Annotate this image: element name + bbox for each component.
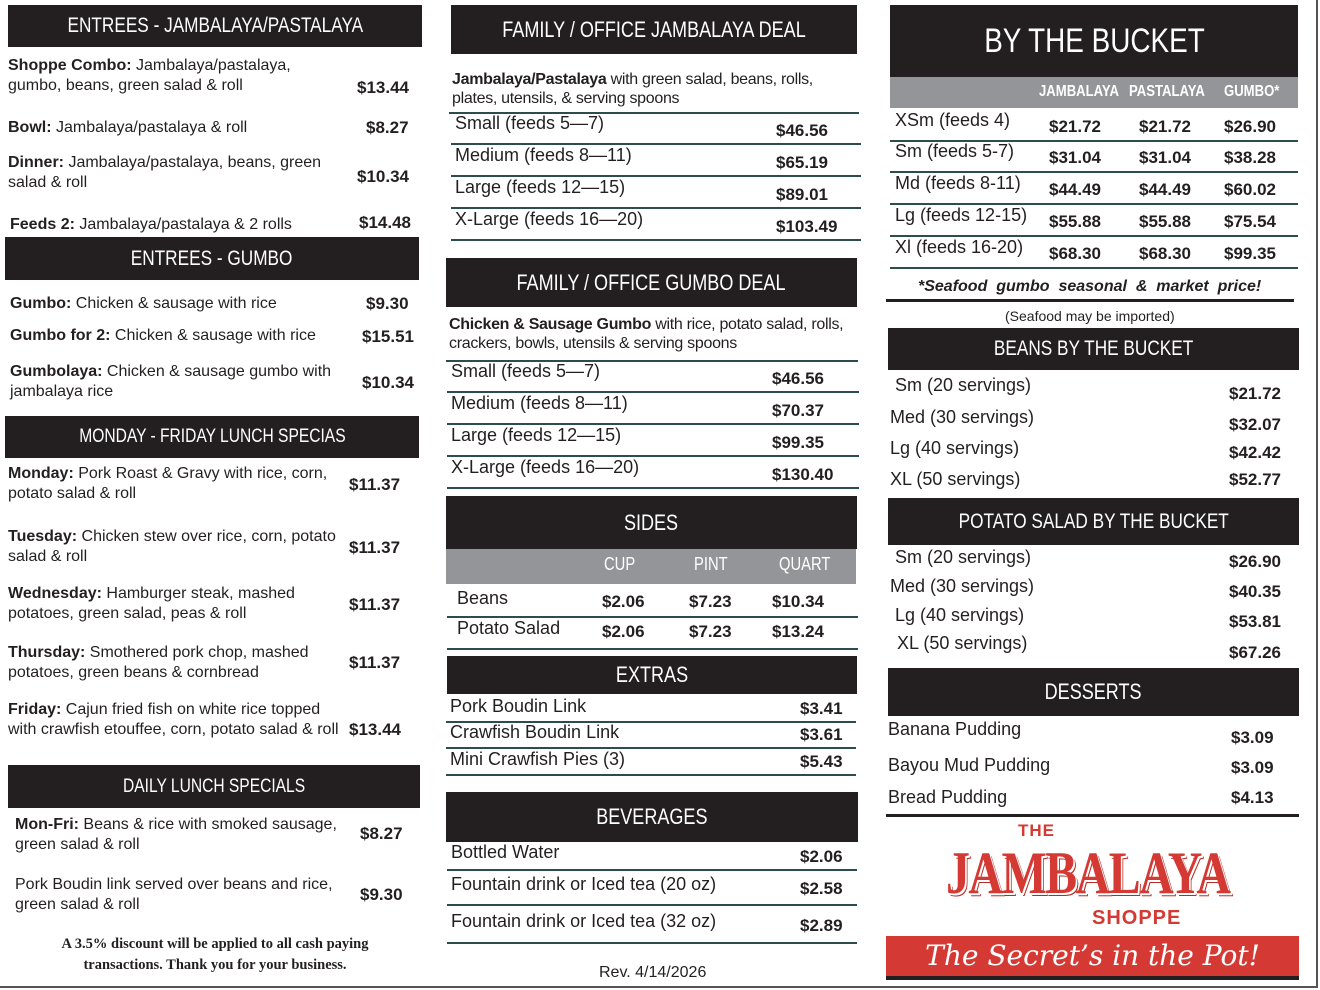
item-price: $14.48 [359, 213, 411, 232]
bucket-price: $44.49 [1049, 180, 1101, 199]
tagline: The Secret’s in the Pot! [925, 939, 1260, 972]
row-price: $89.01 [776, 185, 828, 204]
bucket-size: Sm (feeds 5-7) [895, 141, 1015, 161]
item-price: $11.37 [349, 538, 401, 557]
item-price: $11.37 [349, 653, 401, 672]
item-name: Dinner: [8, 154, 64, 171]
column-header: CUP [604, 554, 636, 574]
item-name: Tuesday: [8, 528, 78, 545]
row-label: XL (50 servings) [897, 633, 1028, 653]
item-price: $8.27 [366, 118, 409, 137]
item-description: Jambalaya/pastalaya & roll [51, 119, 248, 136]
bucket-price: $31.04 [1049, 148, 1101, 167]
menu-item [10, 326, 355, 346]
bucket-price: $21.72 [1049, 117, 1101, 136]
row-price: $70.37 [772, 401, 824, 420]
row-price: $99.35 [772, 433, 824, 452]
side-label: Beans [457, 588, 509, 608]
row-price: $40.35 [1229, 582, 1281, 601]
row-label: Fountain drink or Iced tea (20 oz) [451, 874, 717, 894]
item-description: Pork Roast & Gravy with rice, corn, potato salad & roll [8, 465, 328, 502]
item-name: Feeds 2: [10, 216, 75, 233]
row-price: $5.43 [800, 752, 843, 771]
item-description: Chicken & sausage with rice [71, 295, 277, 312]
bucket-price: $68.30 [1139, 244, 1191, 263]
item-price: $11.37 [349, 475, 401, 494]
bucket-size: Md (feeds 8-11) [895, 173, 1021, 193]
side-price: $2.06 [602, 622, 645, 641]
row-price: $53.81 [1229, 612, 1281, 631]
row-label: Crawfish Boudin Link [450, 722, 620, 742]
row-price: $2.06 [800, 847, 843, 866]
row-label: Small (feeds 5—7) [451, 361, 601, 381]
row-divider [451, 239, 861, 241]
section-title: FAMILY / OFFICE JAMBALAYA DEAL [502, 16, 806, 42]
row-divider [447, 869, 857, 871]
header-daily-lunch [8, 765, 420, 808]
header-potato-salad-bucket [888, 498, 1299, 545]
item-name: Friday: [8, 701, 62, 718]
header-gumbo-deal [446, 258, 857, 307]
side-price: $7.23 [689, 592, 732, 611]
revision-date: Rev. 4/14/2026 [599, 964, 707, 981]
item-description: Pork Boudin link served over beans and rice, green salad & roll [15, 876, 333, 913]
row-divider [447, 904, 857, 906]
row-label: Sm (20 servings) [895, 547, 1032, 567]
row-price: $3.61 [800, 725, 843, 744]
item-description: Beans & rice with smoked sausage, green salad & roll [15, 816, 337, 853]
menu-item [8, 56, 343, 96]
side-price: $13.24 [772, 622, 824, 641]
row-label: Lg (40 servings) [890, 438, 1020, 458]
row-price: $3.41 [800, 699, 843, 718]
menu-item [10, 215, 345, 235]
bucket-price: $60.02 [1224, 180, 1276, 199]
row-price: $130.40 [772, 465, 834, 484]
item-description: Chicken stew over rice, corn, potato salad & roll [8, 528, 336, 565]
bucket-price: $55.88 [1049, 212, 1101, 231]
header-beverages [446, 792, 858, 842]
section-title: ENTREES - GUMBO [131, 246, 293, 270]
header-extras [447, 656, 857, 694]
menu-item [10, 294, 350, 314]
item-price: $9.30 [360, 885, 403, 904]
side-price: $2.06 [602, 592, 645, 611]
divider [886, 814, 1299, 817]
cash-discount-note: A 3.5% discount will be applied to all cash paying transactions. Thank you for your business. [61, 936, 369, 973]
row-price: $42.42 [1229, 443, 1281, 462]
section-title: EXTRAS [615, 662, 689, 687]
item-description: Chicken & sausage with rice [110, 327, 316, 344]
section-title: FAMILY / OFFICE GUMBO DEAL [517, 269, 786, 295]
row-label: Bottled Water [451, 842, 560, 862]
bucket-price: $75.54 [1224, 212, 1276, 231]
bucket-price: $44.49 [1139, 180, 1191, 199]
row-price: $26.90 [1229, 552, 1281, 571]
seafood-note: *Seafood gumbo seasonal & market price! [918, 278, 1262, 295]
item-price: $9.30 [366, 294, 409, 313]
menu-item [8, 527, 344, 567]
item-description: Jambalaya/pastalaya, gumbo, beans, green salad & roll [8, 57, 291, 94]
row-label: Bread Pudding [888, 787, 1008, 807]
section-title: ENTREES - JAMBALAYA/PASTALAYA [67, 14, 363, 37]
row-label: Small (feeds 5—7) [455, 113, 605, 133]
row-price: $3.09 [1231, 728, 1274, 747]
header-lunch-specials [5, 416, 419, 458]
deal-includes: with rice, potato salad, rolls, crackers, bowls, utensils & serving spoons [449, 316, 844, 352]
row-price: $46.56 [776, 121, 828, 140]
row-label: Mini Crawfish Pies (3) [450, 749, 626, 769]
bucket-size: Xl (feeds 16-20) [895, 237, 1024, 257]
item-name: Wednesday: [8, 585, 102, 602]
column-header: QUART [779, 554, 831, 574]
item-price: $13.44 [349, 720, 401, 739]
row-price: $21.72 [1229, 384, 1281, 403]
bucket-size: XSm (feeds 4) [895, 110, 1011, 130]
bucket-price: $21.72 [1139, 117, 1191, 136]
row-price: $32.07 [1229, 415, 1281, 434]
column-header: JAMBALAYA [1039, 83, 1119, 100]
section-title: BEVERAGES [596, 804, 708, 829]
row-price: $4.13 [1231, 788, 1274, 807]
item-description: Jambalaya/pastalaya, beans, green salad & roll [8, 154, 322, 191]
header-entrees-gumbo [5, 237, 419, 280]
item-price: $8.27 [360, 824, 403, 843]
row-divider [446, 774, 856, 776]
row-divider [447, 648, 858, 650]
logo-shoppe: SHOPPE [1092, 907, 1182, 929]
section-title: DAILY LUNCH SPECIALS [122, 775, 306, 797]
item-price: $10.34 [357, 167, 409, 186]
menu-item [8, 584, 344, 624]
bucket-price: $26.90 [1224, 117, 1276, 136]
header-by-the-bucket [890, 5, 1298, 77]
item-description: Cajun fried fish on white rice topped with crawfish etouffee, corn, potato salad & roll [8, 701, 339, 738]
row-label: Pork Boudin Link [450, 696, 587, 716]
item-name: Shoppe Combo: [8, 57, 132, 74]
item-name: Gumbolaya: [10, 363, 103, 380]
row-label: Large (feeds 12—15) [451, 425, 622, 445]
item-description: Smothered pork chop, mashed potatoes, green beans & cornbread [8, 644, 309, 681]
divider [886, 299, 1294, 302]
row-label: X-Large (feeds 16—20) [455, 209, 644, 229]
row-label: Med (30 servings) [890, 407, 1035, 427]
side-price: $7.23 [689, 622, 732, 641]
menu-item [15, 875, 350, 915]
row-price: $3.09 [1231, 758, 1274, 777]
row-price: $67.26 [1229, 643, 1281, 662]
row-price: $2.89 [800, 916, 843, 935]
side-price: $10.34 [772, 592, 824, 611]
menu-item [10, 362, 340, 402]
row-divider [890, 267, 1298, 269]
row-price: $52.77 [1229, 470, 1281, 489]
menu-item [8, 153, 343, 193]
item-name: Gumbo: [10, 295, 72, 312]
menu-item [8, 700, 344, 740]
row-label: Large (feeds 12—15) [455, 177, 626, 197]
section-title: MONDAY - FRIDAY LUNCH SPECIAS [78, 426, 346, 447]
menu-item [8, 464, 344, 504]
item-price: $13.44 [357, 78, 409, 97]
section-title: BY THE BUCKET [983, 21, 1205, 60]
sides-columns-header [446, 549, 856, 584]
row-label: XL (50 servings) [890, 469, 1021, 489]
bucket-columns-header [890, 77, 1298, 108]
item-name: Gumbo for 2: [10, 327, 111, 344]
column-header: PINT [694, 554, 728, 574]
header-desserts [888, 668, 1299, 716]
row-price: $103.49 [776, 217, 838, 236]
section-title: DESSERTS [1045, 679, 1142, 704]
deal-description [452, 70, 856, 108]
deal-item: Jambalaya/Pastalaya [452, 71, 607, 88]
item-price: $15.51 [362, 327, 414, 346]
row-price: $65.19 [776, 153, 828, 172]
header-jambalaya-deal [451, 5, 857, 54]
row-label: Sm (20 servings) [895, 375, 1032, 395]
item-description: Hamburger steak, mashed potatoes, green salad, peas & roll [8, 585, 295, 622]
row-price: $46.56 [772, 369, 824, 388]
side-label: Potato Salad [457, 618, 561, 638]
row-label: Medium (feeds 8—11) [455, 145, 632, 165]
bucket-price: $55.88 [1139, 212, 1191, 231]
bucket-size: Lg (feeds 12-15) [895, 205, 1028, 225]
menu-item [8, 643, 344, 683]
item-description: Chicken & sausage gumbo with jambalaya rice [10, 363, 332, 400]
section-title: POTATO SALAD BY THE BUCKET [958, 509, 1229, 533]
header-entrees-jambalaya [8, 5, 422, 47]
logo-the: THE [1018, 821, 1055, 840]
item-name: Thursday: [8, 644, 86, 661]
row-label: Med (30 servings) [890, 576, 1035, 596]
bucket-price: $38.28 [1224, 148, 1276, 167]
item-price: $10.34 [362, 373, 414, 392]
item-name: Bowl: [8, 119, 52, 136]
menu-item [8, 118, 343, 138]
header-beans-bucket [888, 328, 1299, 370]
item-name: Monday: [8, 465, 74, 482]
column-header: GUMBO* [1224, 83, 1280, 100]
row-label: Bayou Mud Pudding [888, 755, 1051, 775]
logo-jambalaya: JAMBALAYA [946, 840, 1230, 906]
section-title: BEANS BY THE BUCKET [993, 337, 1194, 360]
bucket-price: $68.30 [1049, 244, 1101, 263]
row-label: Medium (feeds 8—11) [451, 393, 628, 413]
row-divider [447, 942, 857, 944]
item-price: $11.37 [349, 595, 401, 614]
seafood-import-note: (Seafood may be imported) [1005, 308, 1175, 324]
bucket-price: $31.04 [1139, 148, 1191, 167]
header-sides [446, 496, 857, 549]
item-description: Jambalaya/pastalaya & 2 rolls [74, 216, 292, 233]
menu-item [15, 815, 350, 855]
section-title: SIDES [624, 509, 679, 535]
deal-item: Chicken & Sausage Gumbo [449, 316, 652, 333]
row-label: Fountain drink or Iced tea (32 oz) [451, 911, 717, 931]
deal-description [449, 315, 858, 353]
column-header: PASTALAYA [1129, 83, 1205, 100]
row-label: Banana Pudding [888, 719, 1022, 739]
row-price: $2.58 [800, 879, 843, 898]
item-name: Mon-Fri: [15, 816, 79, 833]
deal-includes: with green salad, beans, rolls, plates, utensils, & serving spoons [452, 71, 813, 107]
row-label: X-Large (feeds 16—20) [451, 457, 640, 477]
row-label: Lg (40 servings) [895, 605, 1025, 625]
row-divider [447, 487, 859, 489]
bucket-price: $99.35 [1224, 244, 1276, 263]
